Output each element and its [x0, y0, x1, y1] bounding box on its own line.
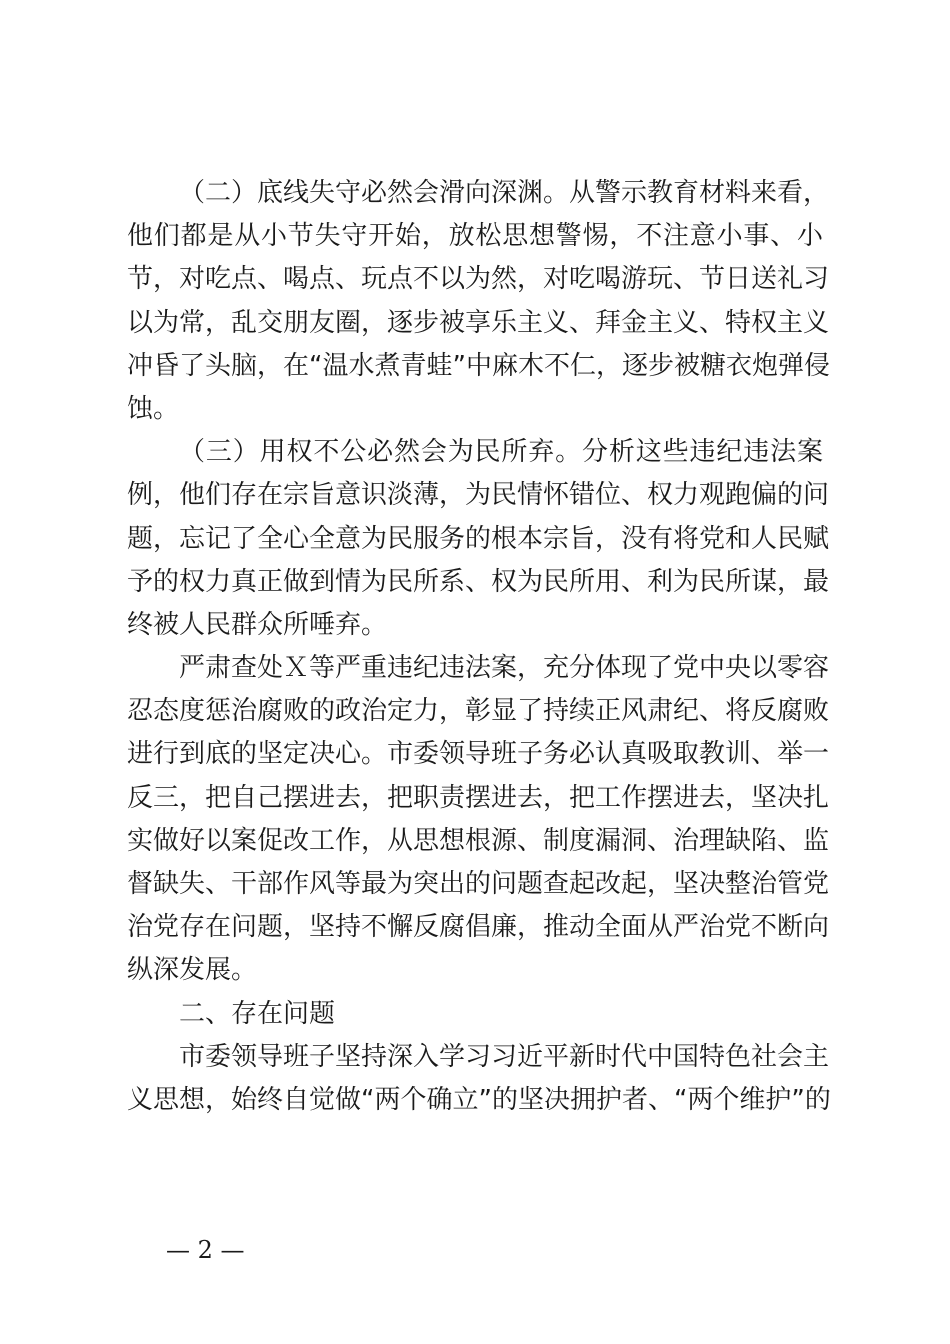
text-line: 义思想，始终自觉做“两个确立”的坚决拥护者、“两个维护”的: [127, 1084, 831, 1115]
text-line: 予的权力真正做到情为民所系、权为民所用、利为民所谋，最: [127, 566, 830, 597]
page-number: — 2 —: [166, 1236, 245, 1264]
text-line: 冲昏了头脑，在“温水煮青蛙”中麻木不仁，逐步被糖衣炮弹侵: [127, 350, 830, 381]
text-line: 题，忘记了全心全意为民服务的根本宗旨，没有将党和人民赋: [127, 523, 830, 554]
text-line: 他们都是从小节失守开始，放松思想警惕，不注意小事、小: [127, 221, 823, 252]
paragraph-3-heading-line: （三）用权不公必然会为民所弃。分析这些违纪违法案: [179, 437, 823, 468]
text-line: 实做好以案促改工作，从思想根源、制度漏洞、治理缺陷、监: [127, 825, 830, 856]
text-line: 进行到底的坚定决心。市委领导班子务必认真吸取教训、举一: [127, 739, 830, 770]
body-text: [127, 172, 831, 1122]
text-line: 督缺失、干部作风等最为突出的问题查起改起，坚决整治管党: [127, 869, 830, 899]
text-line: 以为常，乱交朋友圈，逐步被享乐主义、拜金主义、特权主义: [127, 307, 830, 338]
text-line: 终被人民群众所唾弃。: [127, 609, 388, 640]
text-line: 例，他们存在宗旨意识淡薄，为民情怀错位、权力观跑偏的问: [127, 480, 830, 511]
text-line: 治党存在问题，坚持不懈反腐倡廉，推动全面从严治党不断向: [127, 912, 830, 943]
text-line: 忍态度惩治腐败的政治定力，彰显了持续正风肃纪、将反腐败: [127, 696, 830, 727]
paragraph-start-line: 市委领导班子坚持深入学习习近平新时代中国特色社会主: [179, 1041, 830, 1072]
paragraph-start-line: 严肃查处Ｘ等严重违纪违法案，充分体现了党中央以零容: [179, 653, 830, 684]
text-line: 纵深发展。: [127, 955, 258, 986]
text-line: 节，对吃点、喝点、玩点不以为然，对吃喝游玩、节日送礼习: [127, 264, 830, 295]
section-heading: 二、存在问题: [179, 998, 336, 1029]
text-line: 反三，把自己摆进去，把职责摆进去，把工作摆进去，坚决扎: [127, 782, 830, 813]
paragraph-2-heading-line: （二）底线失守必然会滑向深渊。从警示教育材料来看，: [179, 178, 830, 208]
text-line: 蚀。: [127, 393, 180, 424]
